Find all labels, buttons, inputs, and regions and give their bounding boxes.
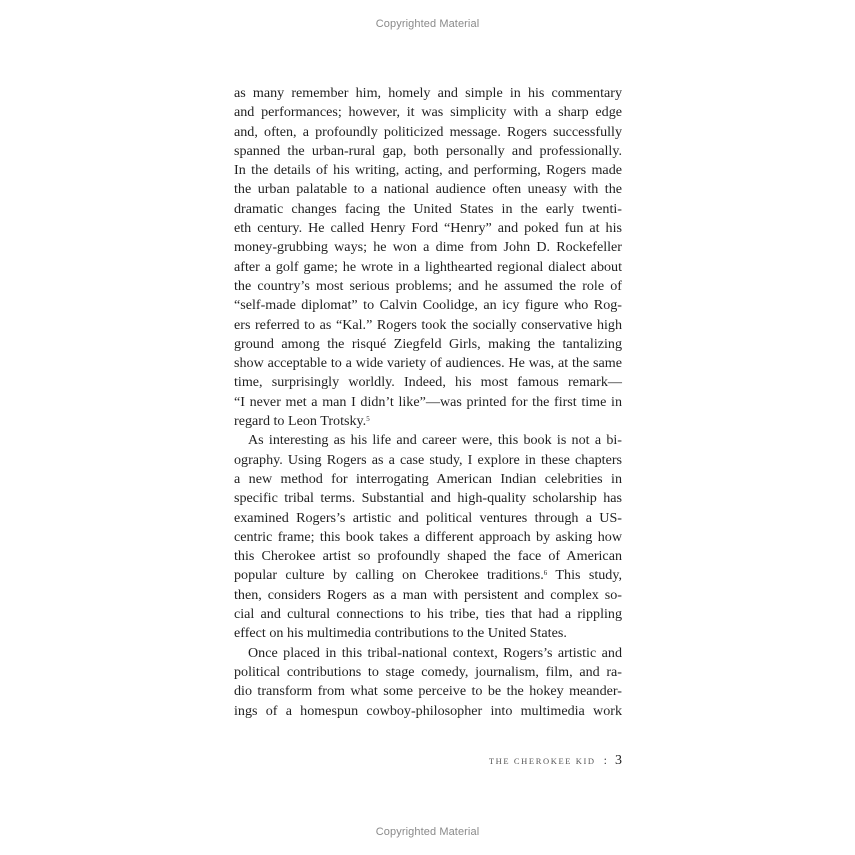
text-line: and, often, a profoundly politicized message. Rogers successfully <box>234 123 622 140</box>
running-title: THE CHEROKEE KID <box>488 756 596 766</box>
text-line: cial and cultural connections to his tribe, ties that had a rippling <box>234 606 622 623</box>
copyright-watermark-top: Copyrighted Material <box>375 18 480 30</box>
text-line: ers referred to as “Kal.” Rogers took the socially conservative high <box>234 316 622 333</box>
text-line: spanned the urban-rural gap, both personally and professionally. <box>234 142 622 159</box>
text-line: money-grubbing ways; he won a dime from John D. Rockefeller <box>234 239 622 256</box>
text-line: ography. Using Rogers as a case study, I explore in these chapters <box>234 451 622 468</box>
text-line: centric frame; this book takes a different approach by asking how <box>234 528 622 545</box>
text-line: time, surprisingly worldly. Indeed, his most famous remark— <box>234 374 622 391</box>
text-line: “I never met a man I didn’t like”—was printed for the first time in <box>234 393 622 410</box>
text-line-content: popular culture by calling on Cherokee traditions. <box>234 567 544 584</box>
text-line-with-note <box>234 566 622 585</box>
text-line-with-note <box>234 412 622 431</box>
text-line: dramatic changes facing the United States in the early twenti- <box>234 200 622 217</box>
text-line: a new method for interrogating American Indian celebrities in <box>234 470 622 487</box>
footnote-marker-6[interactable]: 6 <box>543 569 548 578</box>
paragraph-start-line: Once placed in this tribal-national context, Rogers’s artistic and <box>248 644 622 661</box>
text-line: then, considers Rogers as a man with persistent and complex so- <box>234 586 622 603</box>
text-line: the country’s most serious problems; and he assumed the role of <box>234 277 622 294</box>
text-line: eth century. He called Henry Ford “Henry” and poked fun at his <box>234 220 622 237</box>
footer-separator: : <box>603 753 607 767</box>
text-line: after a golf game; he wrote in a lighthearted regional dialect about <box>234 258 622 275</box>
text-line-continuation: This study, <box>547 567 622 584</box>
text-line: examined Rogers’s artistic and political ventures through a US- <box>234 509 622 526</box>
text-line: ground among the risqué Ziegfeld Girls, making the tantalizing <box>234 335 622 352</box>
text-line: the urban palatable to a national audience often uneasy with the <box>234 181 622 198</box>
footnote-marker-5[interactable]: 5 <box>366 415 370 424</box>
page-number: 3 <box>615 753 622 768</box>
text-line: effect on his multimedia contributions to the United States. <box>234 625 567 642</box>
text-line: as many remember him, homely and simple in his commentary <box>234 85 622 101</box>
text-line: and performances; however, it was simplicity with a sharp edge <box>234 104 622 121</box>
text-line: show acceptable to a wide variety of audiences. He was, at the same <box>234 355 622 372</box>
text-line: dio transform from what some perceive to be the hokey meander- <box>234 683 622 700</box>
text-line: In the details of his writing, acting, and performing, Rogers made <box>234 162 622 179</box>
copyright-watermark-bottom: Copyrighted Material <box>375 826 480 838</box>
text-line-content: regard to Leon Trotsky. <box>234 413 367 430</box>
text-line: this Cherokee artist so profoundly shaped the face of American <box>234 548 622 565</box>
paragraph-start-line: As interesting as his life and career were, this book is not a bi- <box>248 432 622 449</box>
text-line: ings of a homespun cowboy-philosopher into multimedia work <box>234 702 622 719</box>
text-line: specific tribal terms. Substantial and high-quality scholarship has <box>234 490 622 507</box>
running-footer <box>420 751 622 769</box>
body-text <box>234 84 622 721</box>
text-line: “self-made diplomat” to Calvin Coolidge, an icy figure who Rog- <box>234 297 622 314</box>
text-line: political contributions to stage comedy, journalism, film, and ra- <box>234 663 622 680</box>
